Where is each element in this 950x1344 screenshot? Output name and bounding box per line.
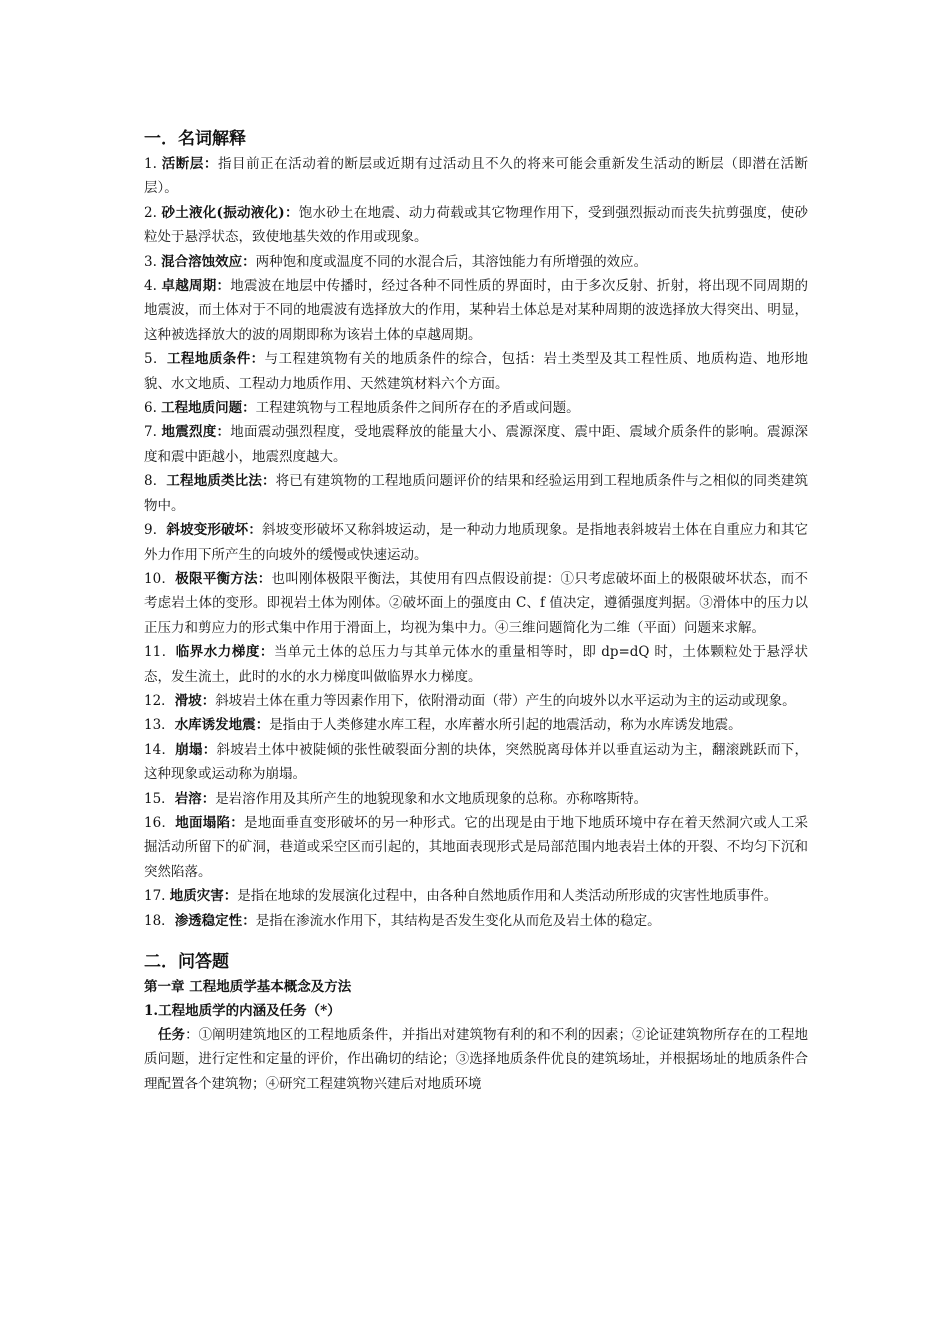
term-number: 18． xyxy=(144,912,175,929)
term-number: 14． xyxy=(144,741,176,758)
term-definition-item xyxy=(144,420,808,469)
term-definition: 也叫刚体极限平衡法，其使用有四点假设前提：①只考虑破坏面上的极限破坏状态，而不考虑岩土体的变形。即视岩土体为刚体。②破坏面上的强度由 C、f 值决定，遵循强度判据。③滑体中的压力以正压力和剪应力的形式集中作用于滑面上，均视为集中力。④三维问题简化为二维（平面）问题来求解。 xyxy=(144,570,809,636)
term-separator: ： xyxy=(257,570,272,587)
term-number: 8． xyxy=(144,473,167,490)
term-number: 5． xyxy=(144,351,167,368)
term-definition: 是指在地球的发展演化过程中，由各种自然地质作用和人类活动所形成的灾害性地质事件。 xyxy=(237,888,778,905)
term-definition: 地震波在地层中传播时，经过各种不同性质的界面时，由于多次反射、折射，将出现不同周期的地震波，而土体对于不同的地震波有选择放大的作用，某种岩土体总是对某种周期的波选择放大得突出、明显，这种被选择放大的波的周期即称为该岩土体的卓越周期。 xyxy=(144,278,809,343)
term-definition: 是地面垂直变形破坏的另一种形式。它的出现是由于地下地质环境中存在着天然洞穴或人工采掘活动所留下的矿洞，巷道或采空区而引起的，其地面表现形式是局部范围内地表岩土体的开裂、不均匀下沉和突然陷落。 xyxy=(144,814,809,880)
term-definition: 斜坡岩土体中被陡倾的张性破裂面分割的块体，突然脱离母体并以垂直运动为主，翻滚跳跃而下，这种现象或运动称为崩塌。 xyxy=(144,741,809,783)
term-definition: 是指由于人类修建水库工程，水库蓄水所引起的地震活动，称为水库诱发地震。 xyxy=(269,717,742,734)
term-separator: ： xyxy=(259,644,274,661)
chapter-heading: 第一章 工程地质学基本概念及方法 xyxy=(144,979,352,995)
term-name: 工程地质问题 xyxy=(161,400,243,417)
term-definition: 两种饱和度或温度不同的水混合后，其溶蚀能力有所增强的效应。 xyxy=(255,253,648,270)
term-definition-item xyxy=(144,811,808,884)
term-number: 1. xyxy=(144,156,162,172)
answer-sep: ： xyxy=(185,1027,199,1043)
term-separator: ： xyxy=(216,424,231,441)
term-separator: ： xyxy=(202,741,217,758)
term-separator: ： xyxy=(223,888,238,905)
term-definition: 地面震动强烈程度，受地震释放的能量大小、震源深度、震中距、震域介质条件的影响。震源深度和震中距越小，地震烈度越大。 xyxy=(144,424,809,465)
term-definition: 与工程建筑物有关的地质条件的综合，包括：岩土类型及其工程性质、地质构造、地形地貌、水文地质、工程动力地质作用、天然建筑材料六个方面。 xyxy=(144,351,809,392)
term-definition: 斜坡岩土体在重力等因素作用下，依附滑动面（带）产生的向坡外以水平运动为主的运动或现象。 xyxy=(215,692,796,709)
term-definition-item xyxy=(144,274,808,347)
document-page xyxy=(144,126,808,1096)
term-number: 7. xyxy=(144,424,162,441)
term-separator: ： xyxy=(250,351,265,368)
term-name: 砂土液化(振动液化) xyxy=(161,204,285,221)
term-name: 斜坡变形破坏 xyxy=(166,522,249,539)
term-definition-item xyxy=(144,884,808,908)
term-number: 9． xyxy=(144,522,167,539)
term-definition: 工程建筑物与工程地质条件之间所存在的矛盾或问题。 xyxy=(255,400,580,417)
term-definition-item xyxy=(144,689,808,713)
term-name: 滑坡 xyxy=(174,692,202,709)
term-number: 12． xyxy=(144,692,175,709)
term-number: 10． xyxy=(144,570,176,587)
term-definition-item xyxy=(144,909,808,933)
term-separator: ： xyxy=(284,204,299,221)
question-title: 1.工程地质学的内涵及任务（*） xyxy=(144,1003,341,1019)
term-definition: 将已有建筑物的工程地质问题评价的结果和经验运用到工程地质条件与之相似的同类建筑物中。 xyxy=(144,473,809,514)
term-name: 水库诱发地震 xyxy=(174,717,256,734)
term-number: 16． xyxy=(144,814,176,831)
term-separator: ： xyxy=(201,790,216,807)
term-number: 4. xyxy=(144,278,162,295)
term-number: 3. xyxy=(144,253,162,270)
term-name: 地面塌陷 xyxy=(175,814,231,831)
term-separator: ： xyxy=(242,253,256,270)
term-separator: ： xyxy=(255,717,270,734)
term-number: 6. xyxy=(144,400,162,417)
term-separator: ： xyxy=(242,400,256,417)
term-definition-item xyxy=(144,396,808,420)
term-definition-item xyxy=(144,469,808,518)
term-name: 渗透稳定性 xyxy=(174,912,243,929)
term-definition-item xyxy=(144,787,808,811)
term-definition-item xyxy=(144,347,808,396)
term-separator: ： xyxy=(230,814,245,831)
section-title-terms: 一．名词解释 xyxy=(144,129,246,149)
term-separator: ： xyxy=(262,473,276,490)
term-definition-item xyxy=(144,152,808,201)
term-separator: ： xyxy=(201,692,216,709)
term-separator: ： xyxy=(216,278,231,295)
section-title-qa: 二．问答题 xyxy=(144,952,229,972)
term-number: 15． xyxy=(144,790,175,807)
term-name: 活断层 xyxy=(161,156,204,172)
term-name: 岩溶 xyxy=(174,790,202,807)
term-definition: 当单元土体的总压力与其单元体水的重量相等时，即 dp=dQ 时，土体颗粒处于悬浮状态，发生流土，此时的水的水力梯度叫做临界水力梯度。 xyxy=(144,644,809,685)
answer-label: 任务 xyxy=(158,1027,186,1043)
term-name: 崩塌 xyxy=(175,741,203,758)
term-name: 混合溶蚀效应 xyxy=(161,253,243,270)
term-definition-item xyxy=(144,250,808,274)
term-number: 17. xyxy=(144,888,170,905)
term-separator: ： xyxy=(242,912,256,929)
term-name: 工程地质类比法 xyxy=(166,473,262,490)
term-number: 2. xyxy=(144,204,162,221)
term-separator: ： xyxy=(203,156,218,172)
term-definition-item xyxy=(144,640,808,689)
term-definition-item xyxy=(144,713,808,737)
term-definition: 指目前正在活动着的断层或近期有过活动且不久的将来可能会重新发生活动的断层（即潜在活断层）。 xyxy=(144,156,809,197)
term-name: 地震烈度 xyxy=(161,424,217,441)
term-definition-item xyxy=(144,567,808,640)
term-name: 工程地质条件 xyxy=(166,351,251,368)
term-name: 卓越周期 xyxy=(161,278,217,295)
term-definition-item xyxy=(144,201,808,250)
term-definition: 斜坡变形破坏又称斜坡运动，是一种动力地质现象。是指地表斜坡岩土体在自重应力和其它外力作用下所产生的向坡外的缓慢或快速运动。 xyxy=(144,522,809,563)
term-number: 11． xyxy=(144,644,176,661)
term-name: 地质灾害 xyxy=(169,888,224,905)
term-definition-item xyxy=(144,518,808,567)
term-definition: 是岩溶作用及其所产生的地貌现象和水文地质现象的总称。亦称喀斯特。 xyxy=(215,790,648,807)
term-name: 极限平衡方法 xyxy=(175,570,258,587)
term-definition: 是指在渗流水作用下，其结构是否发生变化从而危及岩土体的稳定。 xyxy=(255,912,661,929)
answer-paragraph xyxy=(144,1023,808,1096)
term-name: 临界水力梯度 xyxy=(175,644,260,661)
term-definition-item xyxy=(144,738,808,787)
terms-list xyxy=(144,152,808,933)
term-separator: ： xyxy=(248,522,262,539)
answer-text: ①阐明建筑地区的工程地质条件，并指出对建筑物有利的和不利的因素；②论证建筑物所存在的工程地质问题，进行定性和定量的评价，作出确切的结论；③选择地质条件优良的建筑场址，并根据场址的地质条件合理配置各个建筑物；④研究工程建筑物兴建后对地质环境 xyxy=(144,1027,809,1092)
term-number: 13． xyxy=(144,717,175,734)
term-definition: 饱水砂土在地震、动力荷载或其它物理作用下，受到强烈振动而丧失抗剪强度，使砂粒处于悬浮状态，致使地基失效的作用或现象。 xyxy=(144,204,809,246)
